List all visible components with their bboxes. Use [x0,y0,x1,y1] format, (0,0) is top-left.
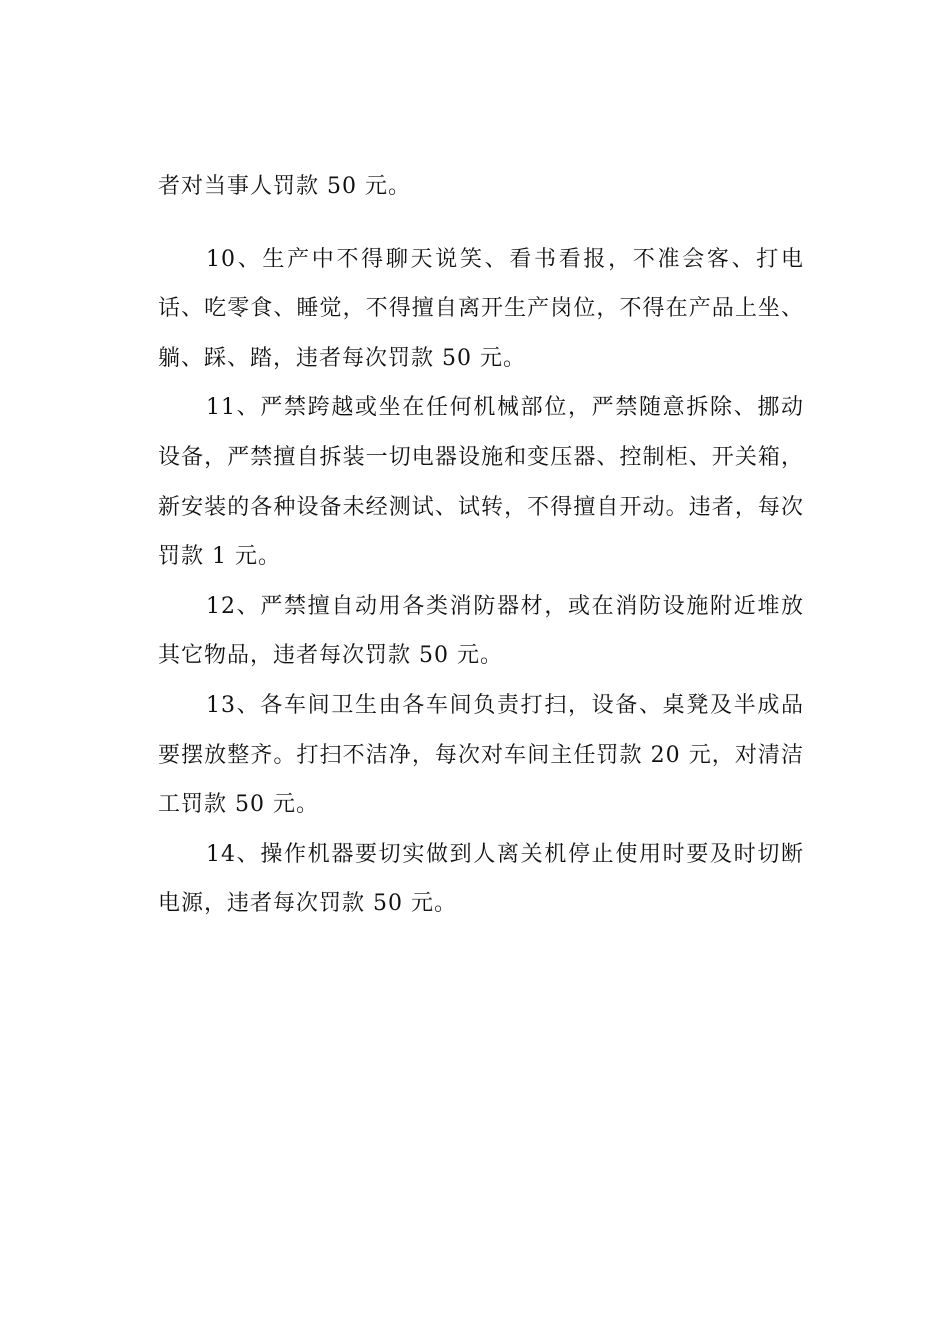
paragraph-rule-12: 12、严禁擅自动用各类消防器材，或在消防设施附近堆放其它物品，违者每次罚款 50 元。 [158,593,804,669]
paragraph-continuation: 者对当事人罚款 50 元。 [158,174,411,199]
paragraph-rule-14: 14、操作机器要切实做到人离关机停止使用时要及时切断电源，违者每次罚款 50 元。 [158,841,804,917]
paragraph-rule-13: 13、各车间卫生由各车间负责打扫，设备、桌凳及半成品要摆放整齐。打扫不洁净，每次对车间主任罚款 20 元，对清洁工罚款 50 元。 [158,692,804,818]
paragraph-rule-11: 11、严禁跨越或坐在任何机械部位，严禁随意拆除、挪动设备，严禁擅自拆装一切电器设施和变压器、控制柜、开关箱，新安装的各种设备未经测试、试转，不得擅自开动。违者，每次罚款 1 元。 [158,395,804,570]
paragraph-rule-10: 10、生产中不得聊天说笑、看书看报，不准会客、打电话、吃零食、睡觉，不得擅自离开生产岗位，不得在产品上坐、躺、踩、踏，违者每次罚款 50 元。 [158,246,804,371]
document-body [158,162,804,929]
